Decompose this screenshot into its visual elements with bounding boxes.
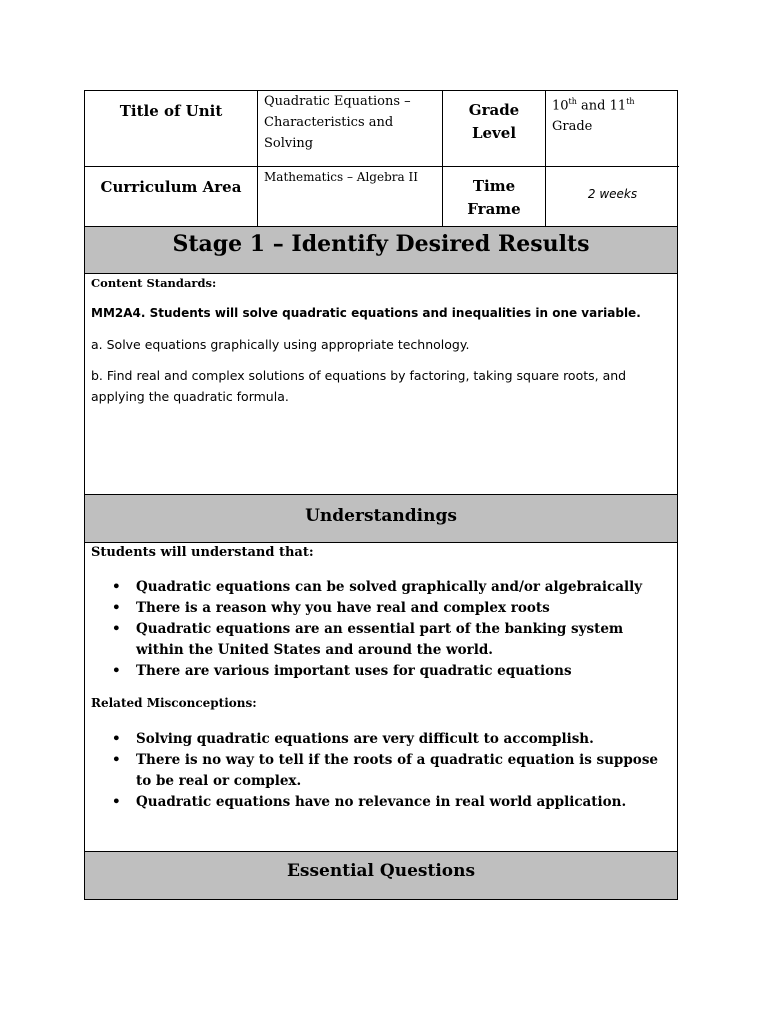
curriculum-area-label: Curriculum Area [85, 166, 258, 226]
grade-label-line-1: Grade [468, 101, 520, 119]
misconceptions-list [91, 729, 671, 813]
header-row-2 [85, 166, 677, 226]
grade-label-line-2: Level [471, 124, 517, 142]
unit-plan-table [84, 90, 678, 900]
time-frame-label [443, 166, 546, 226]
grade-second: and 11 [576, 98, 627, 114]
list-item: • Quadratic equations have no relevance in real world application. [136, 792, 671, 813]
grade-level-label [443, 91, 546, 166]
header-row-1 [85, 91, 677, 166]
grade-first: 10 [552, 98, 569, 114]
standard-item-b: b. Find real and complex solutions of equations by factoring, taking square roots, and applying the quadratic formula. [91, 368, 627, 404]
title-line-2: Characteristics and [264, 115, 394, 130]
essential-questions-heading: Essential Questions [85, 851, 677, 899]
title-of-unit-value [258, 91, 443, 166]
understandings-intro: Students will understand that: [91, 545, 314, 560]
grade-second-suffix: th [626, 97, 635, 106]
curriculum-area-value: Mathematics – Algebra II [258, 166, 443, 226]
understandings-heading: Understandings [85, 494, 677, 543]
grade-first-suffix: th [568, 97, 577, 106]
understandings-list [91, 577, 671, 682]
list-item: • There is a reason why you have real and complex roots [136, 598, 671, 619]
list-item: • Quadratic equations are an essential part of the banking system within the United States and around the world. [136, 619, 671, 661]
list-item: • There are various important uses for quadratic equations [136, 661, 671, 682]
grade-value-line-1 [552, 91, 673, 116]
title-line-1: Quadratic Equations – [264, 94, 411, 109]
time-frame-value: 2 weeks [546, 166, 679, 226]
understandings-section [85, 543, 677, 851]
stage-1-heading: Stage 1 – Identify Desired Results [85, 226, 677, 274]
title-line-3: Solving [264, 136, 314, 151]
content-standards-label: Content Standards: [91, 276, 217, 290]
title-of-unit-label: Title of Unit [85, 91, 258, 166]
standard-item-a: a. Solve equations graphically using appropriate technology. [91, 337, 470, 352]
content-standards-section [85, 274, 677, 494]
grade-value-line-2: Grade [552, 119, 593, 135]
standard-mm2a4: MM2A4. Students will solve quadratic equations and inequalities in one variable. [91, 306, 641, 320]
list-item: • Quadratic equations can be solved graphically and/or algebraically [136, 577, 671, 598]
grade-level-value [546, 91, 679, 166]
list-item: • Solving quadratic equations are very difficult to accomplish. [136, 729, 671, 750]
time-label-line-1: Time [472, 177, 516, 195]
list-item: • There is no way to tell if the roots of a quadratic equation is suppose to be real or complex. [136, 750, 671, 792]
misconceptions-label: Related Misconceptions: [91, 696, 257, 710]
time-label-line-2: Frame [467, 200, 521, 218]
